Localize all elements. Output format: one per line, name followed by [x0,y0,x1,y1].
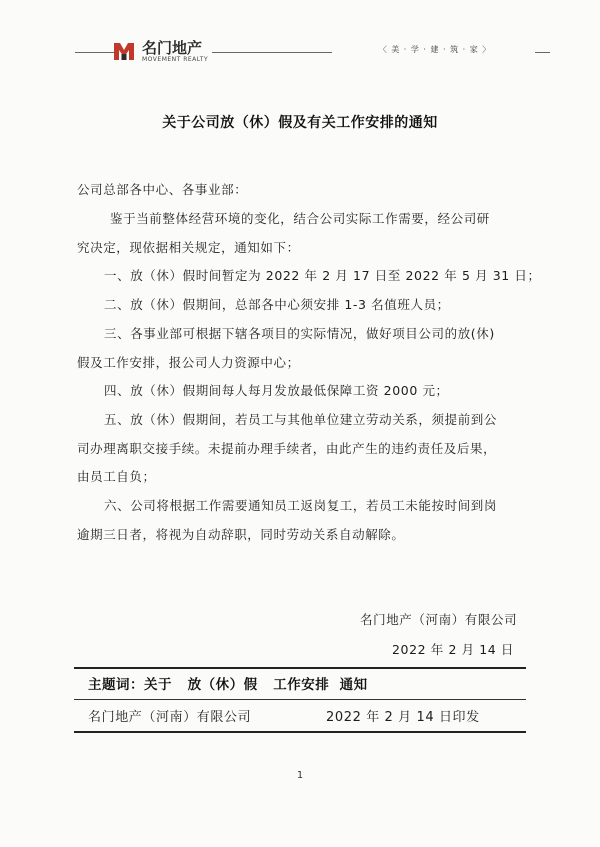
signature-company: 名门地产（河南）有限公司 [360,612,518,627]
body-line: 由员工自负； [77,469,156,484]
body-line: 逾期三日者，将视为自动辞职，同时劳动关系自动解除。 [77,527,405,542]
body-line: 假及工作安排，报公司人力资源中心； [77,355,300,370]
body-line: 三、各事业部可根据下辖各项目的实际情况，做好项目公司的放(休) [104,326,495,341]
body-line: 六、公司将根据工作需要通知员工返岗复工，若员工未能按时间到岗 [104,498,498,513]
subject-keywords: 主题词：关于 放（休）假 工作安排 通知 [88,677,368,693]
body-line: 司办理离职交接手续。未提前办理手续者，由此产生的违约责任及后果， [77,441,497,456]
issuer-name: 名门地产（河南）有限公司 [88,710,252,725]
salutation: 公司总部各中心、各事业部： [77,182,248,197]
page-number: 1 [296,770,304,781]
body-line: 五、放（休）假期间，若员工与其他单位建立劳动关系，须提前到公 [104,412,498,427]
signature-date: 2022 年 2 月 14 日 [392,642,515,657]
brand-subtitle: MOVEMENT REALTY [142,56,209,63]
company-logo-icon [111,38,137,64]
header-rule-right [535,52,550,53]
issue-date: 2022 年 2 月 14 日印发 [326,710,480,725]
footer-rule-top [74,667,526,669]
brand-name: 名门地产 [142,39,203,57]
body-line: 鉴于当前整体经营环境的变化，结合公司实际工作需要，经公司研 [110,211,490,226]
footer-rule-bottom [74,731,526,733]
body-line: 一、放（休）假时间暂定为 2022 年 2 月 17 日至 2022 年 5 月 31 日； [104,268,541,283]
header-slogan: 〈 美 · 学 · 建 · 筑 · 家 〉 [378,45,492,54]
header-rule-middle [212,52,332,53]
body-line: 四、放（休）假期间每人每月发放最低保障工资 2000 元； [104,383,449,398]
body-line: 二、放（休）假期间，总部各中心须安排 1-3 名值班人员； [104,297,450,312]
footer-rule-middle [74,699,526,700]
body-line: 究决定，现依据相关规定，通知如下： [77,240,300,255]
document-title: 关于公司放（休）假及有关工作安排的通知 [162,115,438,131]
